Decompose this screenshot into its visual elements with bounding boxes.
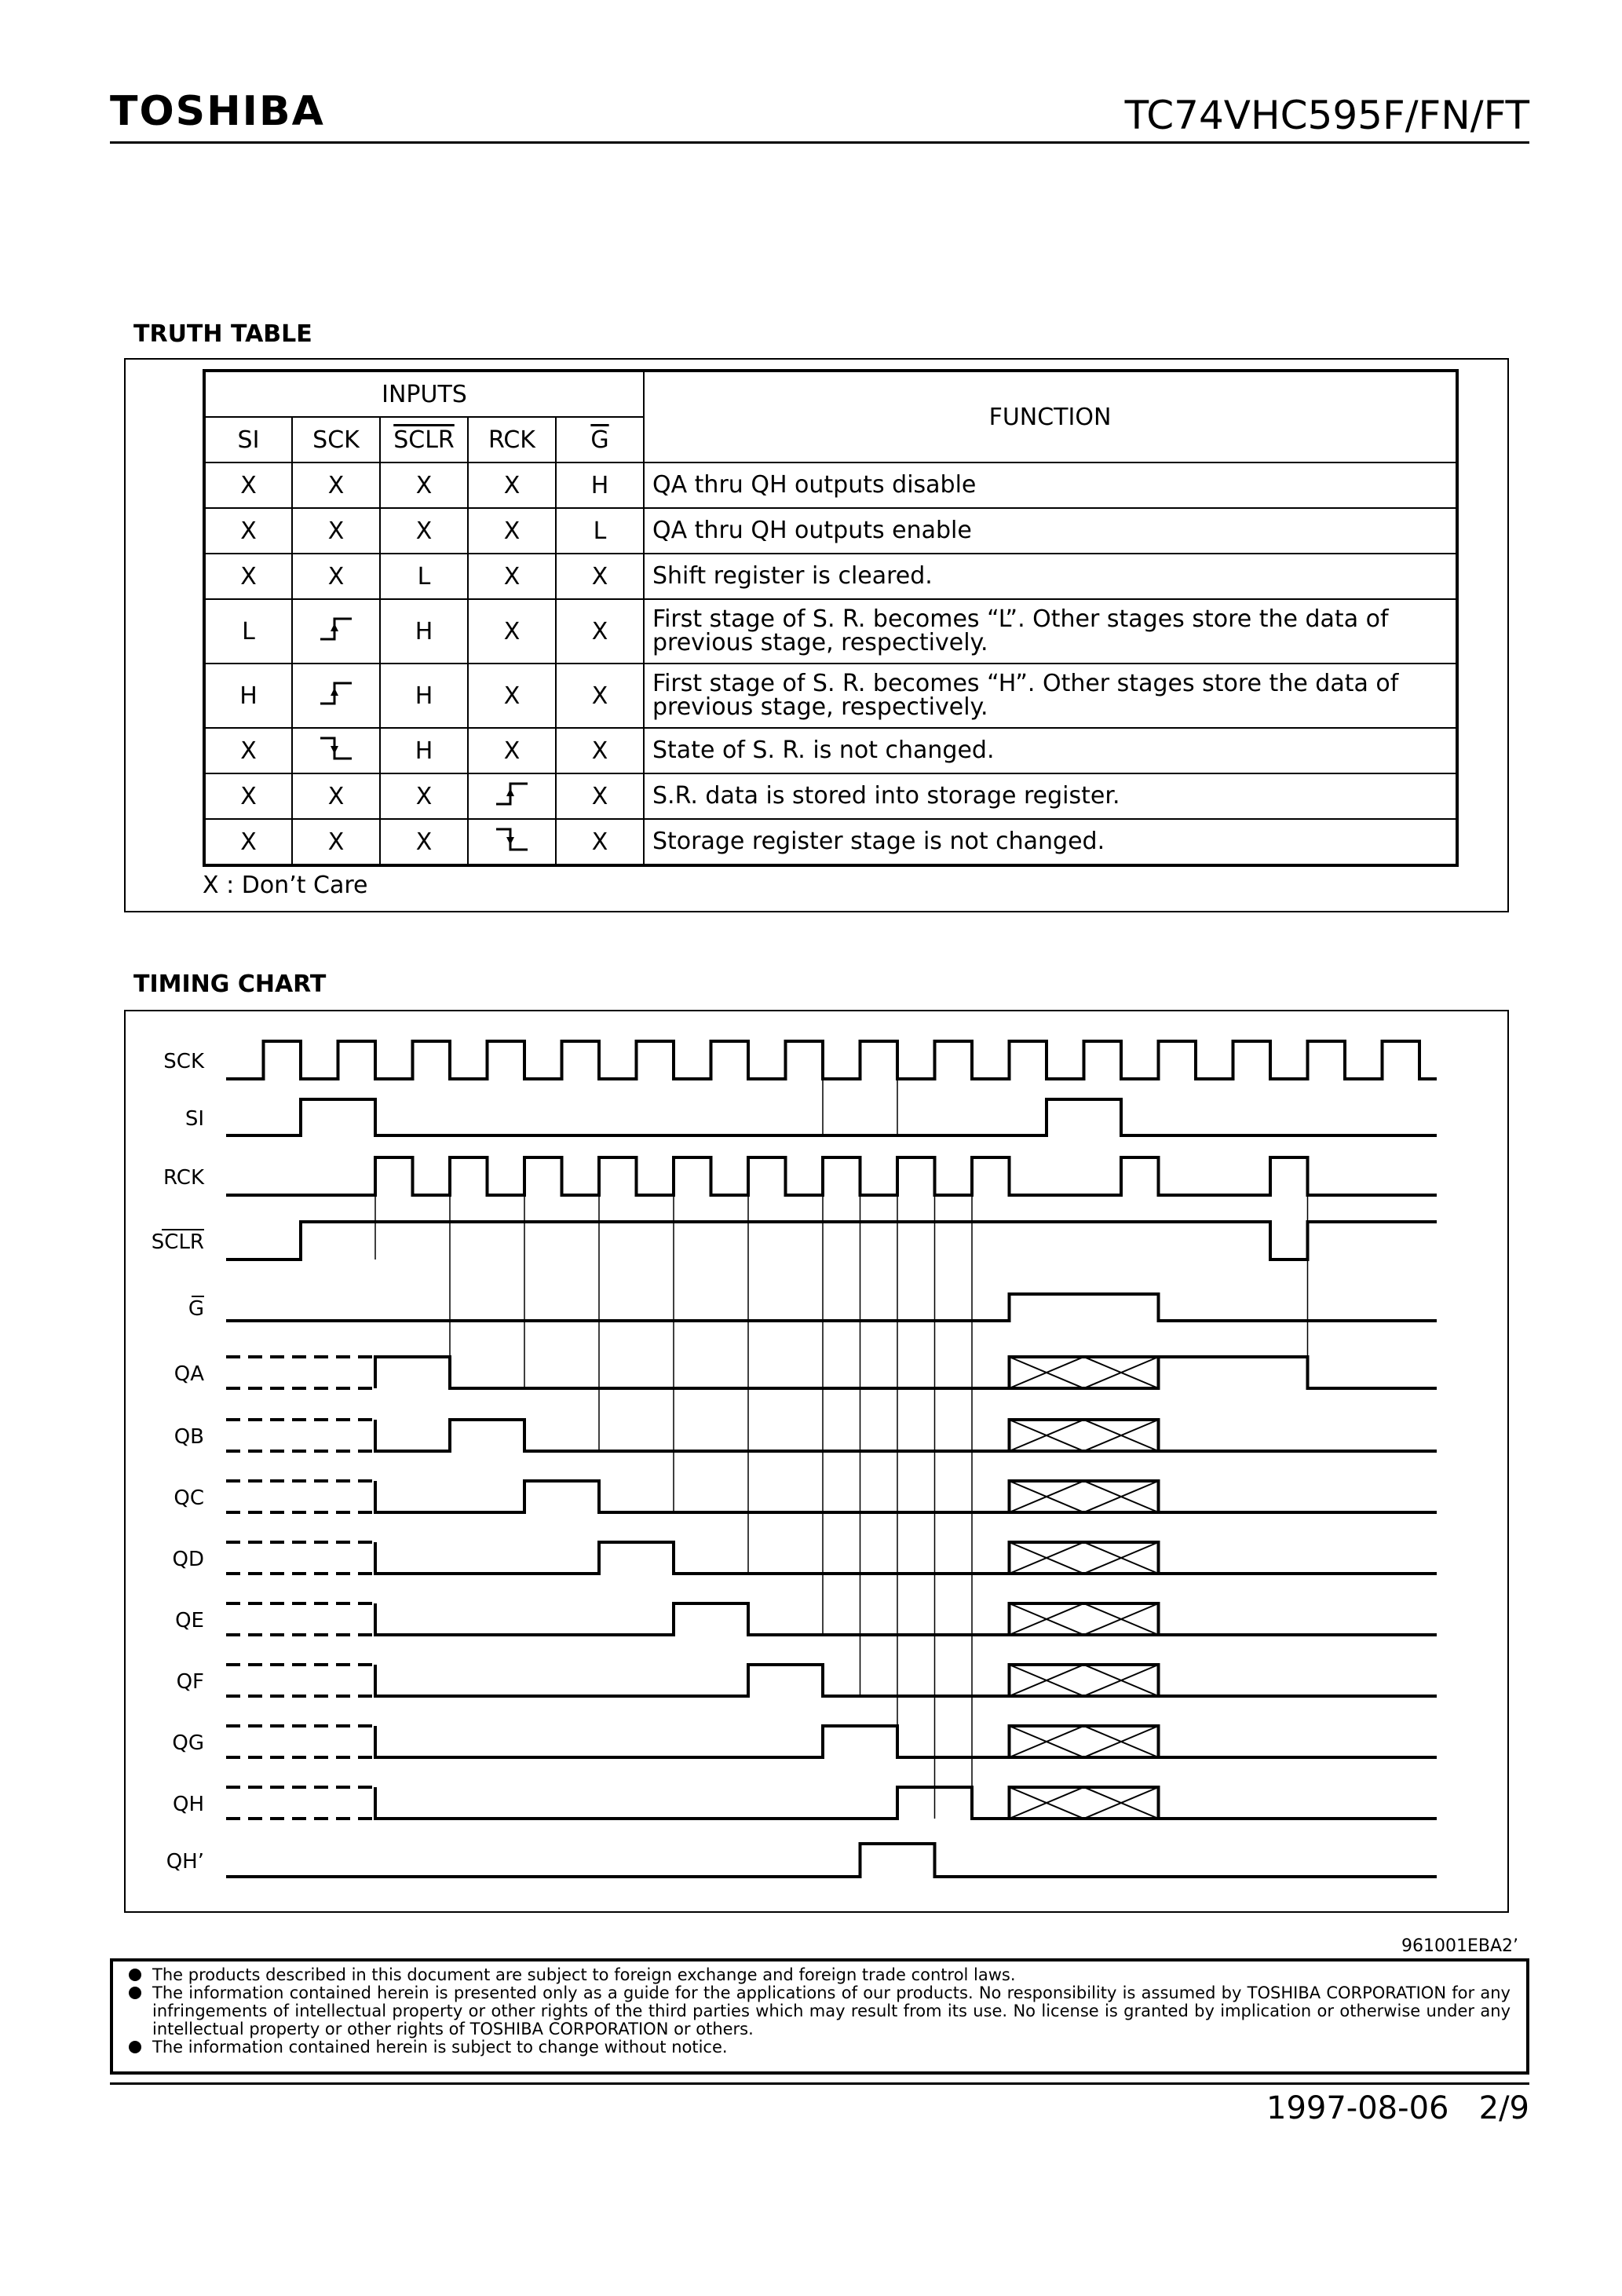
cell-si: L <box>204 599 292 664</box>
cell-g: X <box>556 664 644 728</box>
signal-label: SI <box>184 1107 204 1131</box>
wave-rck <box>226 1157 1437 1195</box>
col-header-rck: RCK <box>468 417 556 462</box>
notice-text: The products described in this document are subject to foreign exchange and foreign trade control laws. <box>152 1965 1016 1984</box>
cell-g: L <box>556 508 644 554</box>
function-header: FUNCTION <box>644 371 1457 462</box>
cell-g: X <box>556 773 644 819</box>
signal-label: QH’ <box>166 1850 204 1874</box>
signal-label: RCK <box>163 1166 204 1190</box>
inputs-header: INPUTS <box>204 371 644 417</box>
falling-edge-icon <box>493 823 531 854</box>
cell-rck: X <box>468 554 556 599</box>
notice-text: The information contained herein is presented only as a guide for the applications of our products. No responsibility is assumed by TOSHIBA CORPORATION for any infringements of intellectual property or other rights of the third parties which may result from its use. No license is granted by implication or otherwise under any intellectual property or other rights of TOSHIBA CORPORATION or others. <box>152 1983 1511 2038</box>
signal-label: QG <box>172 1731 204 1755</box>
bullet-icon <box>129 1969 141 1981</box>
brand-logo: TOSHIBA <box>110 88 325 135</box>
truth-table-row <box>204 462 1457 508</box>
footer-rule <box>110 2082 1529 2085</box>
cell-rck: X <box>468 508 556 554</box>
notice-item <box>129 1984 1511 2038</box>
high-z-box <box>1010 1603 1159 1635</box>
cell-sclr: X <box>380 462 468 508</box>
cell-sck <box>292 664 380 728</box>
cell-g: X <box>556 554 644 599</box>
notice-item <box>129 2038 1511 2057</box>
cell-si: H <box>204 664 292 728</box>
signal-label: QH <box>172 1793 204 1816</box>
footer-page: 2/9 <box>1478 2090 1529 2126</box>
footer-date: 1997-08-06 <box>1266 2090 1449 2126</box>
signal-label: QE <box>175 1609 204 1632</box>
high-z-cross <box>1010 1665 1159 1696</box>
cell-sck: X <box>292 554 380 599</box>
cell-sck: X <box>292 508 380 554</box>
cell-si: X <box>204 462 292 508</box>
cell-rck: X <box>468 462 556 508</box>
signal-label: QB <box>174 1425 204 1449</box>
high-z-box <box>1010 1357 1159 1388</box>
cell-rck: X <box>468 664 556 728</box>
high-z-box <box>1010 1787 1159 1819</box>
signal-label: SCLR <box>151 1230 204 1254</box>
cell-rck <box>468 773 556 819</box>
footer-date-page <box>1266 2090 1529 2126</box>
truth-table-row <box>204 554 1457 599</box>
high-z-box <box>1010 1481 1159 1512</box>
header-rule <box>110 141 1529 144</box>
truth-table <box>203 369 1459 867</box>
high-z-cross <box>1010 1726 1159 1757</box>
cell-si: X <box>204 554 292 599</box>
cell-sclr: H <box>380 728 468 773</box>
signal-label: G <box>188 1297 204 1321</box>
cell-rck <box>468 819 556 865</box>
cell-sck: X <box>292 773 380 819</box>
cell-function: Storage register stage is not changed. <box>644 819 1457 865</box>
cell-sck: X <box>292 819 380 865</box>
dont-care-note: X : Don’t Care <box>203 872 368 899</box>
cell-sclr: X <box>380 819 468 865</box>
wave-q <box>375 1665 1437 1696</box>
cell-function: QA thru QH outputs enable <box>644 508 1457 554</box>
cell-g: X <box>556 728 644 773</box>
cell-function: State of S. R. is not changed. <box>644 728 1457 773</box>
signal-label: SCK <box>163 1050 204 1073</box>
cell-sck <box>292 599 380 664</box>
bullet-icon <box>129 1987 141 1999</box>
col-header-sck: SCK <box>292 417 380 462</box>
cell-si: X <box>204 773 292 819</box>
cell-sck <box>292 728 380 773</box>
truth-table-title: TRUTH TABLE <box>133 320 312 348</box>
wave-sclr <box>226 1222 1437 1260</box>
cell-rck: X <box>468 728 556 773</box>
wave-g <box>226 1294 1437 1321</box>
timing-chart-title: TIMING CHART <box>133 971 327 998</box>
wave-q <box>375 1787 1437 1819</box>
cell-si: X <box>204 819 292 865</box>
truth-table-row <box>204 819 1457 865</box>
high-z-box <box>1010 1420 1159 1451</box>
wave-q <box>375 1357 1437 1388</box>
cell-sclr: L <box>380 554 468 599</box>
cell-function: Shift register is cleared. <box>644 554 1457 599</box>
rising-edge-icon <box>493 777 531 809</box>
cell-si: X <box>204 508 292 554</box>
cell-function: First stage of S. R. becomes “L”. Other stages store the data of previous stage, respectively. <box>644 599 1457 664</box>
cell-sclr: H <box>380 599 468 664</box>
cell-g: H <box>556 462 644 508</box>
timing-chart <box>124 1010 1509 1913</box>
signal-label: QA <box>174 1362 204 1386</box>
signal-label: QF <box>176 1670 204 1694</box>
truth-table-row <box>204 508 1457 554</box>
wave-q <box>375 1542 1437 1574</box>
col-header-si: SI <box>204 417 292 462</box>
high-z-box <box>1010 1726 1159 1757</box>
notice-item <box>129 1966 1511 1984</box>
cell-function: S.R. data is stored into storage register. <box>644 773 1457 819</box>
cell-g: X <box>556 819 644 865</box>
high-z-cross <box>1010 1481 1159 1512</box>
wave-q <box>375 1420 1437 1451</box>
high-z-cross <box>1010 1542 1159 1574</box>
cell-function: QA thru QH outputs disable <box>644 462 1457 508</box>
truth-table-row <box>204 773 1457 819</box>
notice-box <box>110 1958 1529 2075</box>
col-header-sclr: SCLR <box>380 417 468 462</box>
truth-table-row <box>204 599 1457 664</box>
bullet-icon <box>129 2041 141 2053</box>
high-z-cross <box>1010 1603 1159 1635</box>
cell-sclr: X <box>380 773 468 819</box>
high-z-box <box>1010 1542 1159 1574</box>
truth-table-row <box>204 664 1457 728</box>
cell-sclr: H <box>380 664 468 728</box>
col-header-g: $\overline{G}$ <box>556 417 644 462</box>
cell-g: X <box>556 599 644 664</box>
cell-si: X <box>204 728 292 773</box>
wave-q <box>375 1481 1437 1512</box>
wave-qh-prime <box>226 1844 1437 1877</box>
high-z-cross <box>1010 1420 1159 1451</box>
rising-edge-icon <box>317 612 355 644</box>
truth-table-row <box>204 728 1457 773</box>
cell-function: First stage of S. R. becomes “H”. Other stages store the data of previous stage, respectively. <box>644 664 1457 728</box>
falling-edge-icon <box>317 732 355 763</box>
wave-sck <box>226 1041 1437 1079</box>
high-z-cross <box>1010 1787 1159 1819</box>
high-z-cross <box>1010 1357 1159 1388</box>
part-number: TC74VHC595F/FN/FT <box>1124 93 1529 138</box>
signal-label: QC <box>174 1486 204 1510</box>
high-z-box <box>1010 1665 1159 1696</box>
cell-rck: X <box>468 599 556 664</box>
wave-q <box>375 1726 1437 1757</box>
wave-q <box>375 1603 1437 1635</box>
notice-text: The information contained herein is subject to change without notice. <box>152 2038 728 2057</box>
cell-sck: X <box>292 462 380 508</box>
signal-label: QD <box>172 1548 204 1571</box>
document-code: 961001EBA2’ <box>1401 1936 1518 1956</box>
wave-si <box>226 1099 1437 1135</box>
rising-edge-icon <box>317 677 355 708</box>
cell-sclr: X <box>380 508 468 554</box>
